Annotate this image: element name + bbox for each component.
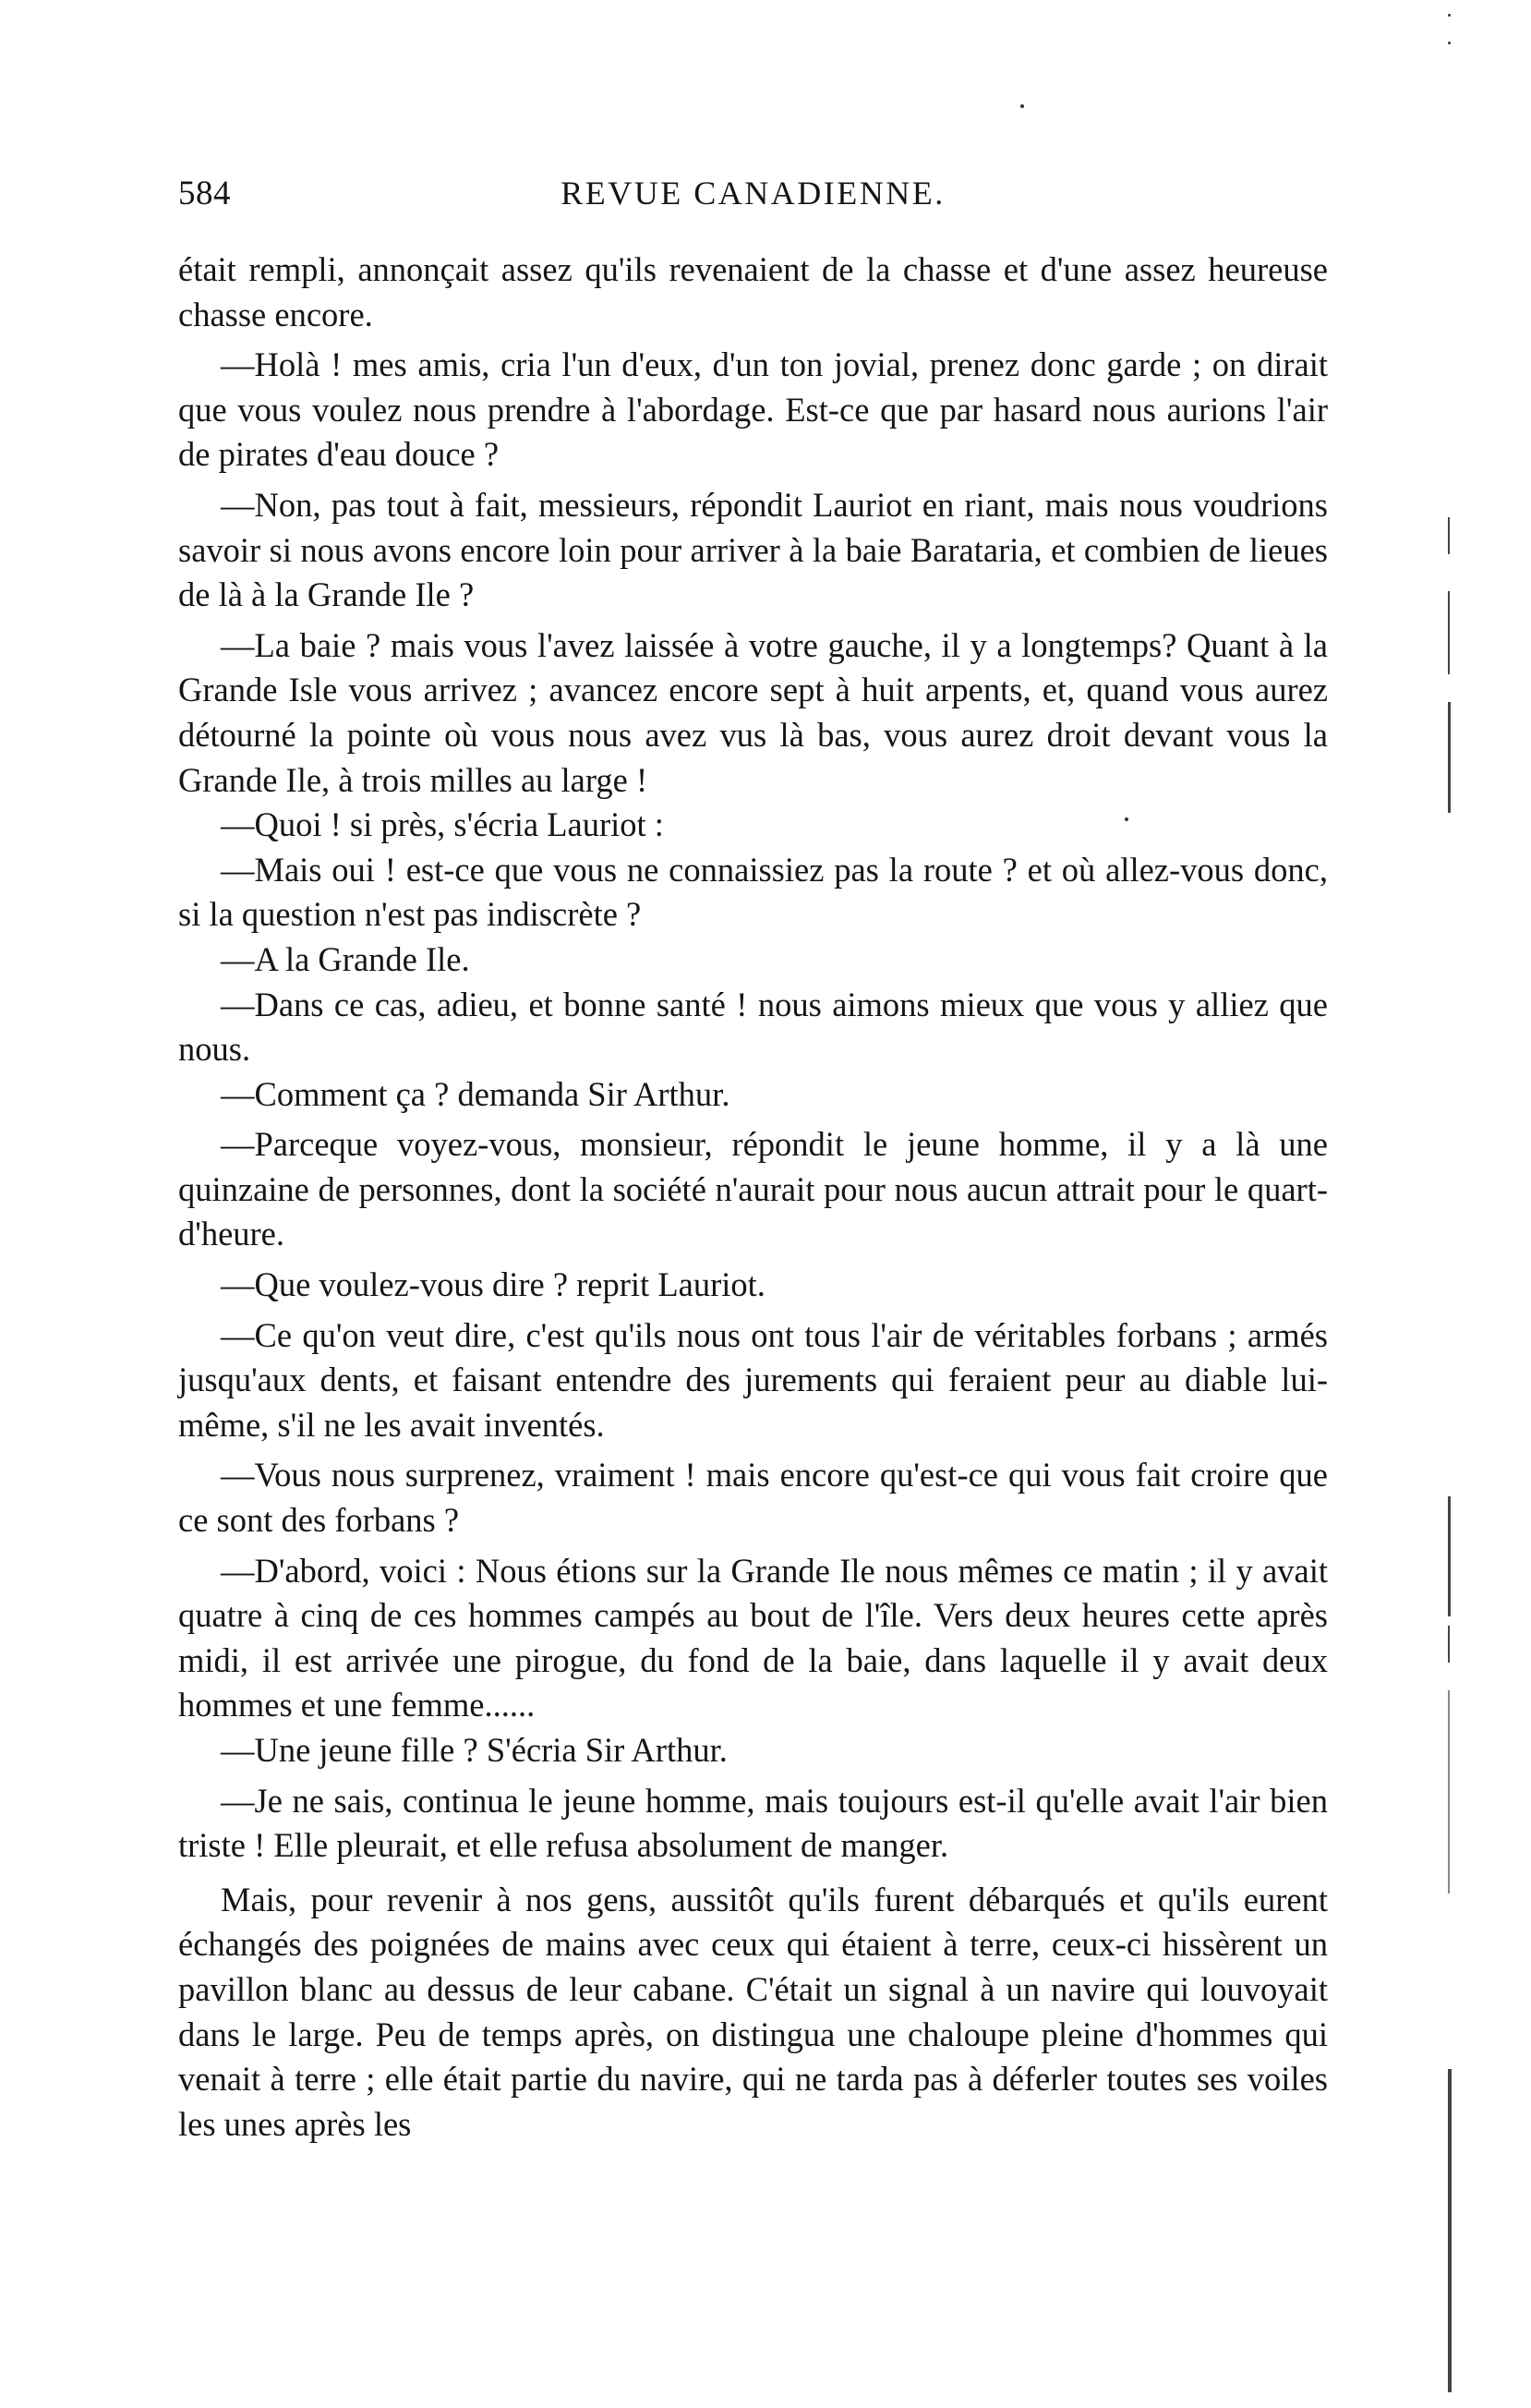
scan-speck [1020, 104, 1024, 108]
paragraph: —Parceque voyez-vous, monsieur, répondit le jeune homme, il y a là une quinzaine de personnes, dont la société n'aurait pour nous aucun attrait pour le quart-d'heure. [178, 1125, 1328, 1253]
body-text [178, 248, 1328, 2147]
paragraph: —D'abord, voici : Nous étions sur la Grande Ile nous mêmes ce matin ; il y avait quatre à cinq de ces hommes campés au bout de l'île. Vers deux heures cette après midi, il est arrivée une pirogue, du fond de la baie, dans laquelle il y avait deux hommes et une femme...... [178, 1551, 1328, 1724]
margin-rule [1448, 1496, 1451, 1616]
paragraph: était rempli, annonçait assez qu'ils revenaient de la chasse et d'une assez heureuse chasse encore. [178, 250, 1328, 333]
page-number: 584 [178, 175, 231, 212]
margin-rule [1448, 702, 1451, 813]
paragraph: —Non, pas tout à fait, messieurs, répondit Lauriot en riant, mais nous voudrions savoir si nous avons encore loin pour arriver à la baie Barataria, et combien de lieues de là à la Grande Ile ? [178, 485, 1328, 614]
page-header [178, 174, 1328, 229]
paragraph: —Comment ça ? demanda Sir Arthur. [221, 1074, 730, 1113]
margin-rule [1448, 1626, 1450, 1663]
paragraph: —Une jeune fille ? S'écria Sir Arthur. [221, 1731, 728, 1769]
running-head: REVUE CANADIENNE. [561, 175, 946, 212]
margin-rule [1448, 1690, 1450, 1894]
paragraph: Mais, pour revenir à nos gens, aussitôt qu'ils furent débarqués et qu'ils eurent échangés des poignées de mains avec ceux qui étaient à terre, ceux-ci hissèrent un pavillon blanc au dessus de leur cabane. C'était un signal à un navire qui louvoyait dans le large. Peu de temps après, on distingua une chaloupe pleine d'hommes qui venait à terre ; elle était partie du navire, qui ne tarda pas à déferler toutes ses voiles les unes après les [178, 1880, 1328, 2143]
paragraph: —Mais oui ! est-ce que vous ne connaissiez pas la route ? et où allez-vous donc, si la question n'est pas indiscrète ? [178, 850, 1328, 934]
paragraph: —Holà ! mes amis, cria l'un d'eux, d'un ton jovial, prenez donc garde ; on dirait que vous voulez nous prendre à l'abordage. Est-ce que par hasard nous aurions l'air de pirates d'eau douce ? [178, 345, 1328, 474]
margin-rule [1448, 2069, 1452, 2392]
paragraph: —Je ne sais, continua le jeune homme, mais toujours est-il qu'elle avait l'air bien triste ! Elle pleurait, et elle refusa absolument de manger. [178, 1781, 1328, 1865]
paragraph: —A la Grande Ile. [221, 939, 470, 978]
paragraph: —Dans ce cas, adieu, et bonne santé ! nous aimons mieux que vous y alliez que nous. [178, 985, 1328, 1069]
scan-margin-marks [1448, 0, 1466, 2408]
paragraph: —Ce qu'on veut dire, c'est qu'ils nous ont tous l'air de véritables forbans ; armés jusqu'aux dents, et faisant entendre des jurements qui feraient peur au diable lui-même, s'il ne les avait inventés. [178, 1315, 1328, 1444]
scan-speck [1448, 14, 1451, 17]
paragraph: —Que voulez-vous dire ? reprit Lauriot. [221, 1265, 766, 1304]
paragraph: —Vous nous surprenez, vraiment ! mais encore qu'est-ce qui vous fait croire que ce sont des forbans ? [178, 1456, 1328, 1540]
scan-speck [1448, 42, 1451, 44]
paragraph: —Quoi ! si près, s'écria Lauriot : [221, 805, 664, 844]
paragraph: —La baie ? mais vous l'avez laissée à votre gauche, il y a longtemps? Quant à la Grande Isle vous arrivez ; avancez encore sept à huit arpents, et, quand vous aurez détourné la pointe où vous nous avez vus là bas, vous aurez droit devant vous la Grande Ile, à trois milles au large ! [178, 625, 1328, 799]
scan-speck [1125, 817, 1128, 821]
margin-rule [1448, 591, 1450, 674]
margin-rule [1448, 517, 1450, 554]
